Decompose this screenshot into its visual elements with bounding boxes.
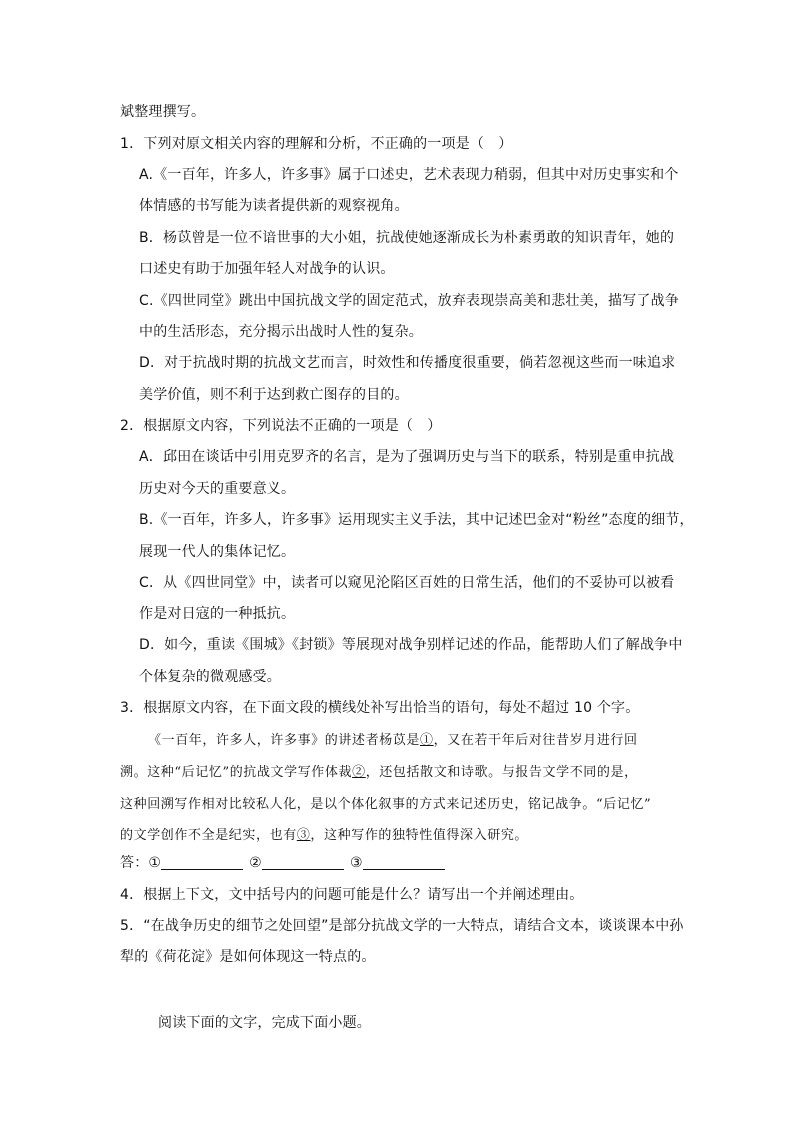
passage-text: ，又在若干年后对往昔岁月进行回 — [433, 733, 638, 748]
answer-marker-1: ① — [148, 855, 162, 871]
question-5: 5．“在战争历史的细节之处回望”是部分抗战文学的一大特点，请结合文本，谈谈课本中孙 — [120, 918, 684, 934]
answer-label: 答： — [120, 855, 149, 871]
option-1c: C.《四世同堂》跳出中国抗战文学的固定范式，放弃表现崇高美和悲壮美，描写了战争 — [139, 293, 680, 309]
option-2a-cont: 历史对今天的重要意义。 — [139, 481, 296, 497]
question-2: 2．根据原文内容，下列说法不正确的一项是（ ） — [120, 418, 442, 434]
option-1a: A.《一百年，许多人，许多事》属于口述史，艺术表现力稍弱，但其中对历史事实和个 — [139, 167, 679, 183]
option-2b-cont: 展现一代人的集体记忆。 — [139, 544, 296, 560]
answer-blank-3[interactable] — [363, 853, 445, 870]
option-2b: B.《一百年，许多人，许多事》运用现实主义手法，其中记述巴金对“粉丝”态度的细节， — [139, 512, 694, 528]
option-1b: B．杨苡曾是一位不谙世事的大小姐，抗战使她逐渐成长为朴素勇敢的知识青年，她的 — [139, 230, 675, 246]
passage-line: 这种回溯写作相对比较私人化，是以个体化叙事的方式来记述历史，铭记战争。“后记忆” — [120, 797, 652, 812]
blank-marker-3: ③ — [296, 828, 311, 843]
passage-line — [120, 826, 528, 846]
passage-line — [120, 763, 638, 783]
passage-text: ，还包括散文和诗歌。与报告文学不同的是， — [365, 765, 638, 780]
question-5-cont: 犁的《荷花淀》是如何体现这一特点的。 — [120, 949, 376, 965]
question-1: 1．下列对原文相关内容的理解和分析，不正确的一项是（ ） — [120, 136, 513, 152]
answer-blank-2[interactable] — [262, 853, 344, 870]
text-line: 斌整理撰写。 — [120, 104, 206, 120]
answer-marker-3: ③ — [349, 855, 363, 871]
passage-text: 《一百年，许多人，许多事》的讲述者杨苡是 — [148, 733, 421, 748]
option-1a-cont: 体情感的书写能为读者提供新的观察视角。 — [139, 198, 409, 214]
blank-marker-2: ② — [352, 765, 366, 780]
option-1c-cont: 中的生活形态，充分揭示出战时人性的复杂。 — [139, 324, 423, 340]
option-2d-cont: 个体复杂的微观感受。 — [139, 669, 281, 685]
option-1d: D．对于抗战时期的抗战文艺而言，时效性和传播度很重要，倘若忽视这些而一味追求 — [139, 355, 676, 371]
option-2c: C．从《四世同堂》中，读者可以窥见沦陷区百姓的日常生活，他们的不妥协可以被看 — [139, 575, 675, 591]
blank-marker-1: ① — [420, 733, 434, 748]
passage-text: 的文学创作不全是纪实，也有 — [120, 828, 297, 843]
option-1d-cont: 美学价值，则不利于达到救亡图存的目的。 — [139, 387, 409, 403]
answer-blank-1[interactable] — [161, 853, 243, 870]
passage-text: ，这种写作的独特性值得深入研究。 — [310, 828, 529, 843]
option-2c-cont: 作是对日寇的一种抵抗。 — [139, 606, 296, 622]
option-1b-cont: 口述史有助于加强年轻人对战争的认识。 — [139, 261, 395, 277]
option-2a: A．邱田在谈话中引用克罗齐的名言，是为了强调历史与当下的联系，特别是重申抗战 — [139, 449, 675, 465]
passage-line — [148, 731, 638, 751]
answer-marker-2: ② — [249, 855, 262, 871]
answer-row — [120, 853, 451, 873]
reading-instruction: 阅读下面的文字，完成下面小题。 — [158, 1015, 371, 1031]
passage-text: 溯。这种“后记忆”的抗战文学写作体裁 — [120, 765, 353, 780]
option-2d: D．如今，重读《围城》《封锁》等展现对战争别样记述的作品，能帮助人们了解战争中 — [139, 637, 683, 653]
question-4: 4．根据上下文，文中括号内的问题可能是什么？请写出一个并阐述理由。 — [120, 887, 584, 903]
question-3: 3．根据原文内容，在下面文段的横线处补写出恰当的语句，每处不超过 10 个字。 — [120, 700, 640, 716]
